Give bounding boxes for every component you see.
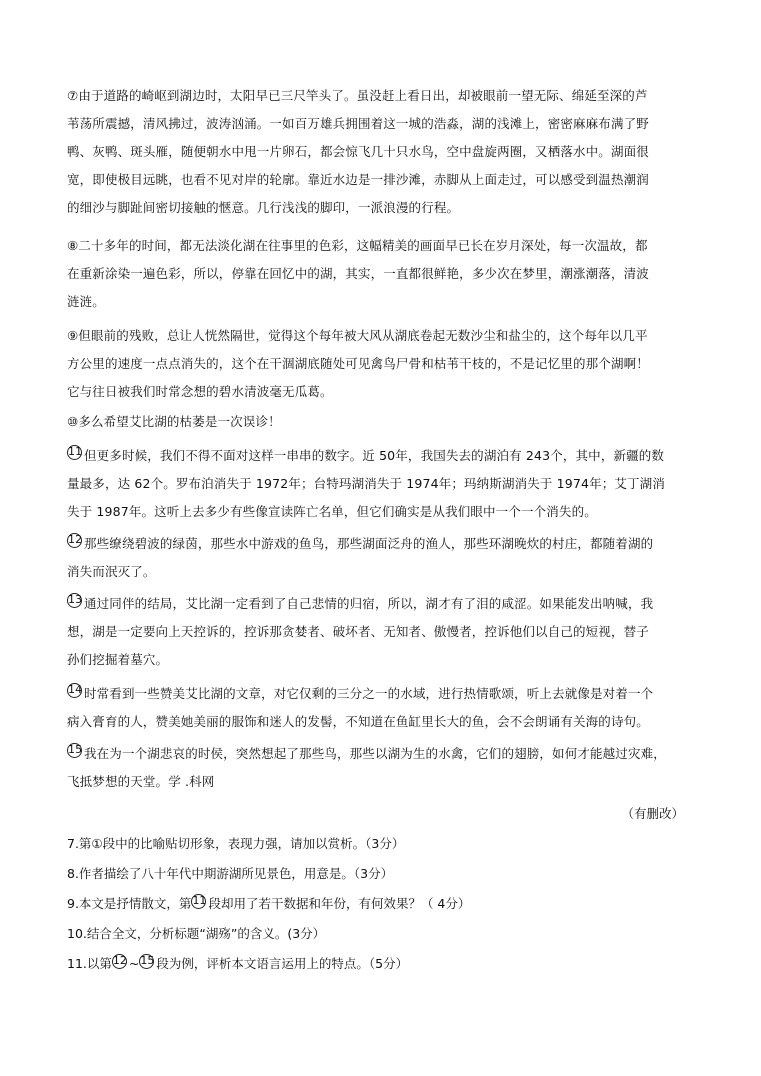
paragraph-number-marker: 12 bbox=[112, 954, 127, 967]
text-line: 苇荡所震撼，清风拂过，波涛汹涌。一如百万雄兵拥围着这一城的浩淼，湖的浅滩上，密密麻麻布满了野 bbox=[67, 116, 649, 131]
text-line: ⑩多么希望艾比湖的枯萎是一次误诊！ bbox=[67, 414, 281, 429]
text-line: 量最多，达 62个。罗布泊消失于 1972年；台特玛湖消失于 1974年；玛纳斯湖消失于 1974年；艾丁湖消 bbox=[67, 476, 665, 491]
text-line: 鸭、灰鸭、斑头雁，随便朝水中甩一片卵石，都会惊飞几十只水鸟，空中盘旋两圈，又栖落水中。湖面很 bbox=[67, 144, 649, 159]
source-note: （有删改） bbox=[621, 806, 684, 821]
text-line: 14 时常看到一些赞美艾比湖的文章，对它仅剩的三分之一的水域，进行热情歌颂，听上去就像是对着一个 bbox=[68, 682, 654, 701]
text-line: 15 我在为一个湖悲哀的时侯，突然想起了那些鸟，那些以湖为生的水禽，它们的翅膀，如何才能越过灾难， bbox=[68, 742, 666, 761]
text-line: 的细沙与脚趾间密切接触的惬意。几行浅浅的脚印，一派浪漫的行程。 bbox=[67, 200, 460, 215]
paragraph-number-marker: 15 bbox=[68, 742, 83, 756]
text-line: 病入膏育的人，赞美她美丽的服饰和迷人的发髻，不知道在鱼缸里长大的鱼，会不会朗诵有关海的诗句。 bbox=[67, 714, 649, 729]
paragraph-number-marker: 11 bbox=[192, 894, 207, 907]
paragraph-14 bbox=[67, 680, 695, 736]
paragraph-13 bbox=[67, 590, 695, 674]
paragraph-number-marker: 12 bbox=[68, 532, 83, 546]
text-line: 宽，即使极目远眺，也看不见对岸的轮廓。靠近水边是一排沙滩，赤脚从上面走过，可以感受到温热潮润 bbox=[67, 172, 649, 187]
paragraph-9 bbox=[67, 322, 695, 406]
text-line: 涟涟。 bbox=[67, 294, 105, 309]
text-line: 13 通过同伴的结局，艾比湖一定看到了自己悲情的归宿，所以，湖才有了泪的咸涩。如果能发出呐喊，我 bbox=[68, 592, 654, 611]
paragraph-number-marker: 14 bbox=[68, 682, 83, 696]
paragraph-7 bbox=[67, 82, 695, 222]
question-9: 9.本文是抒情散文，第11 段却用了若干数据和年份，有何效果？（ 4分） bbox=[67, 894, 471, 911]
text-line: 方公里的速度一点点消失的，这个在干涸湖底随处可见禽鸟尸骨和枯苇干枝的，不是记忆里的那个湖啊！ bbox=[67, 356, 649, 371]
text-line: 11 但更多时候，我们不得不面对这样一串串的数字。近 50年，我国失去的湖泊有 243个，其中，新疆的数 bbox=[68, 444, 665, 463]
question-8: 8.作者描绘了八十年代中期游湖所见景色，用意是。（3分） bbox=[67, 866, 394, 881]
paragraph-number-marker: 15 bbox=[140, 954, 155, 967]
text-line: ⑨但眼前的残败，总让人恍然隔世，觉得这个每年被大风从湖底卷起无数沙尘和盐尘的，这个每年以几平 bbox=[67, 328, 648, 343]
text-line: ⑦由于道路的崎岖到湖边时，太阳早已三尺竿头了。虽没赶上看日出，却被眼前一望无际、绵延至深的芦 bbox=[67, 88, 648, 103]
question-11: 11.以第12 ~15 段为例，评析本文语言运用上的特点。（5分） bbox=[67, 954, 409, 971]
text-line: 失于 1987年。这听上去多少有些像宣读阵亡名单，但它们确实是从我们眼中一个一个消失的。 bbox=[67, 504, 597, 519]
text-line: 它与往日被我们时常念想的碧水清波毫无瓜葛。 bbox=[67, 384, 333, 399]
text-line: 想，湖是一定要向上天控诉的，控诉那贪婪者、破坏者、无知者、傲慢者，控诉他们以自己的短视，替子 bbox=[67, 624, 649, 639]
paragraph-11 bbox=[67, 442, 695, 526]
paragraph-number-marker: 13 bbox=[68, 592, 83, 606]
text-line: 12 那些缭绕碧波的绿茵，那些水中游戏的鱼鸟，那些湖面泛舟的渔人，那些环湖晚炊的村庄，都随着湖的 bbox=[68, 532, 654, 551]
paragraph-number-marker: 11 bbox=[68, 444, 83, 458]
text-line: 在重新涂染一遍色彩，所以，停靠在回忆中的湖，其实，一直都很鲜艳，多少次在梦里，潮涨潮落，清波 bbox=[67, 266, 649, 281]
text-line: 消失而泯灭了。 bbox=[67, 564, 156, 579]
text-line: ⑧二十多年的时间，都无法淡化湖在往事里的色彩，这幅精美的画面早已长在岁月深处，每一次温故，都 bbox=[67, 238, 648, 253]
paragraph-12 bbox=[67, 530, 695, 586]
text-line: 孙们挖掘着墓穴。 bbox=[67, 652, 169, 667]
question-7: 7.第①段中的比喻贴切形象，表现力强，请加以赏析。（3分） bbox=[67, 836, 405, 851]
text-line: 飞抵梦想的天堂。学 .科网 bbox=[67, 774, 215, 789]
paragraph-15 bbox=[67, 740, 695, 796]
question-10: 10.结合全文，分析标题“湖殇”的含义。(3分） bbox=[67, 926, 326, 941]
paragraph-8 bbox=[67, 232, 695, 316]
paragraph-10 bbox=[67, 408, 695, 436]
